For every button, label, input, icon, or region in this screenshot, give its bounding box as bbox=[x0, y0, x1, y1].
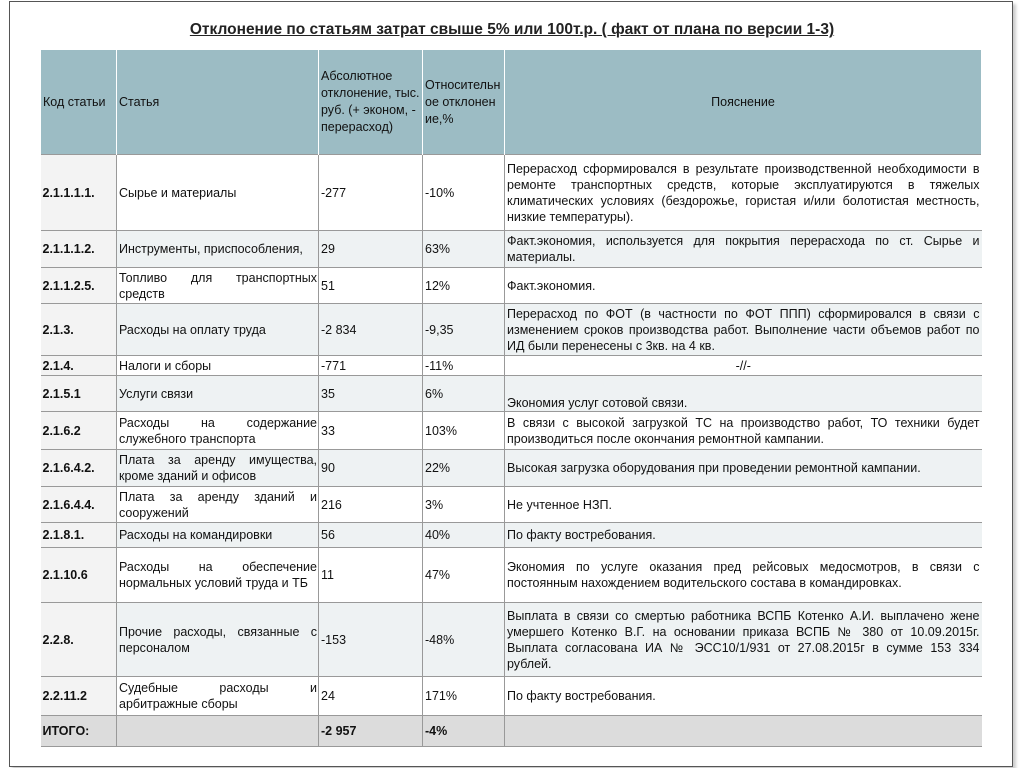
row-abs: -771 bbox=[319, 356, 423, 376]
cost-deviation-table bbox=[40, 50, 982, 747]
row-code: 2.1.6.4.4. bbox=[41, 487, 117, 523]
table-row bbox=[41, 450, 982, 487]
row-abs: -153 bbox=[319, 603, 423, 677]
row-abs: 56 bbox=[319, 523, 423, 548]
row-expl: Перерасход по ФОТ (в частности по ФОТ ППП) сформировался в связи с изменением сроков производства работ. Выполнение части объемов работ по ИД были перенесены с 3кв. на 4 кв. bbox=[505, 304, 982, 356]
table-row bbox=[41, 231, 982, 268]
row-expl: Факт.экономия, используется для покрытия перерасхода по ст. Сырье и материалы. bbox=[505, 231, 982, 268]
row-expl: Выплата в связи со смертью работника ВСПБ Котенко А.И. выплачено жене умершего Котенко В.Г. на основании приказа ВСПБ № 380 от 10.09.2015г. Выплата согласована ИА № ЭСС10/1/931 от 27.08.2015г в сумме 153 334 рублей. bbox=[505, 603, 982, 677]
table-row bbox=[41, 304, 982, 356]
row-item: Налоги и сборы bbox=[117, 356, 319, 376]
row-abs: 51 bbox=[319, 268, 423, 304]
row-code: 2.1.6.4.2. bbox=[41, 450, 117, 487]
row-code: 2.1.1.1.1. bbox=[41, 155, 117, 231]
row-code: 2.1.4. bbox=[41, 356, 117, 376]
row-rel: 63% bbox=[423, 231, 505, 268]
row-abs: 33 bbox=[319, 412, 423, 450]
row-item: Прочие расходы, связанные с персоналом bbox=[117, 603, 319, 677]
row-item: Расходы на содержание служебного транспорта bbox=[117, 412, 319, 450]
row-expl: Перерасход сформировался в результате производственной необходимости в ремонте транспортных средств, которые эксплуатируются в тяжелых климатических условиях (бездорожье, гористая и/или болотистая местность, низкие температуры). bbox=[505, 155, 982, 231]
row-rel: -9,35 bbox=[423, 304, 505, 356]
row-expl: Экономия услуг сотовой связи. bbox=[505, 376, 982, 412]
row-code: 2.1.5.1 bbox=[41, 376, 117, 412]
row-abs: 90 bbox=[319, 450, 423, 487]
table-row bbox=[41, 155, 982, 231]
row-expl: Экономия по услуге оказания пред рейсовых медосмотров, в связи с постоянным нахождением водительского состава в командировках. bbox=[505, 548, 982, 603]
header-abs: Абсолютное отклонение, тыс. руб. (+ эконом, - перерасход) bbox=[319, 50, 423, 155]
header-code: Код статьи bbox=[41, 50, 117, 155]
table-row bbox=[41, 677, 982, 716]
row-code: 2.1.10.6 bbox=[41, 548, 117, 603]
row-abs: -277 bbox=[319, 155, 423, 231]
table-row bbox=[41, 487, 982, 523]
row-rel: 22% bbox=[423, 450, 505, 487]
row-code: 2.1.1.1.2. bbox=[41, 231, 117, 268]
row-expl: Факт.экономия. bbox=[505, 268, 982, 304]
table-row bbox=[41, 376, 982, 412]
row-item: Сырье и материалы bbox=[117, 155, 319, 231]
header-rel: Относительное отклонение,% bbox=[423, 50, 505, 155]
row-code: 2.1.8.1. bbox=[41, 523, 117, 548]
total-label: ИТОГО: bbox=[41, 716, 117, 747]
row-item: Плата за аренду имущества, кроме зданий и офисов bbox=[117, 450, 319, 487]
row-rel: -11% bbox=[423, 356, 505, 376]
table-row bbox=[41, 412, 982, 450]
table-row bbox=[41, 548, 982, 603]
title-text: Отклонение по статьям затрат свыше 5% или 100т.р. ( факт от плана по версии 1-3) bbox=[189, 21, 835, 38]
row-expl: Высокая загрузка оборудования при проведении ремонтной кампании. bbox=[505, 450, 982, 487]
table-row bbox=[41, 268, 982, 304]
row-rel: 47% bbox=[423, 548, 505, 603]
row-rel: 3% bbox=[423, 487, 505, 523]
row-code: 2.1.1.2.5. bbox=[41, 268, 117, 304]
row-rel: 6% bbox=[423, 376, 505, 412]
table-header-row bbox=[41, 50, 982, 155]
row-rel: -48% bbox=[423, 603, 505, 677]
row-abs: 29 bbox=[319, 231, 423, 268]
table-row bbox=[41, 523, 982, 548]
header-item: Статья bbox=[117, 50, 319, 155]
row-code: 2.2.11.2 bbox=[41, 677, 117, 716]
total-item-empty bbox=[117, 716, 319, 747]
row-item: Расходы на обеспечение нормальных условий труда и ТБ bbox=[117, 548, 319, 603]
row-abs: 216 bbox=[319, 487, 423, 523]
row-rel: -10% bbox=[423, 155, 505, 231]
row-expl: По факту востребования. bbox=[505, 523, 982, 548]
header-expl: Пояснение bbox=[505, 50, 982, 155]
row-item: Расходы на командировки bbox=[117, 523, 319, 548]
row-code: 2.2.8. bbox=[41, 603, 117, 677]
row-expl: -//- bbox=[505, 356, 982, 376]
row-abs: 24 bbox=[319, 677, 423, 716]
table-row bbox=[41, 356, 982, 376]
row-item: Судебные расходы и арбитражные сборы bbox=[117, 677, 319, 716]
total-abs: -2 957 bbox=[319, 716, 423, 747]
row-item: Плата за аренду зданий и сооружений bbox=[117, 487, 319, 523]
row-item: Расходы на оплату труда bbox=[117, 304, 319, 356]
total-row bbox=[41, 716, 982, 747]
row-rel: 171% bbox=[423, 677, 505, 716]
row-rel: 103% bbox=[423, 412, 505, 450]
row-abs: 11 bbox=[319, 548, 423, 603]
row-item: Услуги связи bbox=[117, 376, 319, 412]
row-code: 2.1.6.2 bbox=[41, 412, 117, 450]
row-abs: 35 bbox=[319, 376, 423, 412]
row-abs: -2 834 bbox=[319, 304, 423, 356]
table-row bbox=[41, 603, 982, 677]
total-expl-empty bbox=[505, 716, 982, 747]
row-item: Инструменты, приспособления, bbox=[117, 231, 319, 268]
row-item: Топливо для транспортных средств bbox=[117, 268, 319, 304]
row-rel: 12% bbox=[423, 268, 505, 304]
row-expl: Не учтенное НЗП. bbox=[505, 487, 982, 523]
total-rel: -4% bbox=[423, 716, 505, 747]
slide-title bbox=[0, 21, 1024, 39]
row-expl: В связи с высокой загрузкой ТС на производство работ, ТО техники будет производиться после окончания ремонтной кампании. bbox=[505, 412, 982, 450]
row-rel: 40% bbox=[423, 523, 505, 548]
row-code: 2.1.3. bbox=[41, 304, 117, 356]
row-expl: По факту востребования. bbox=[505, 677, 982, 716]
